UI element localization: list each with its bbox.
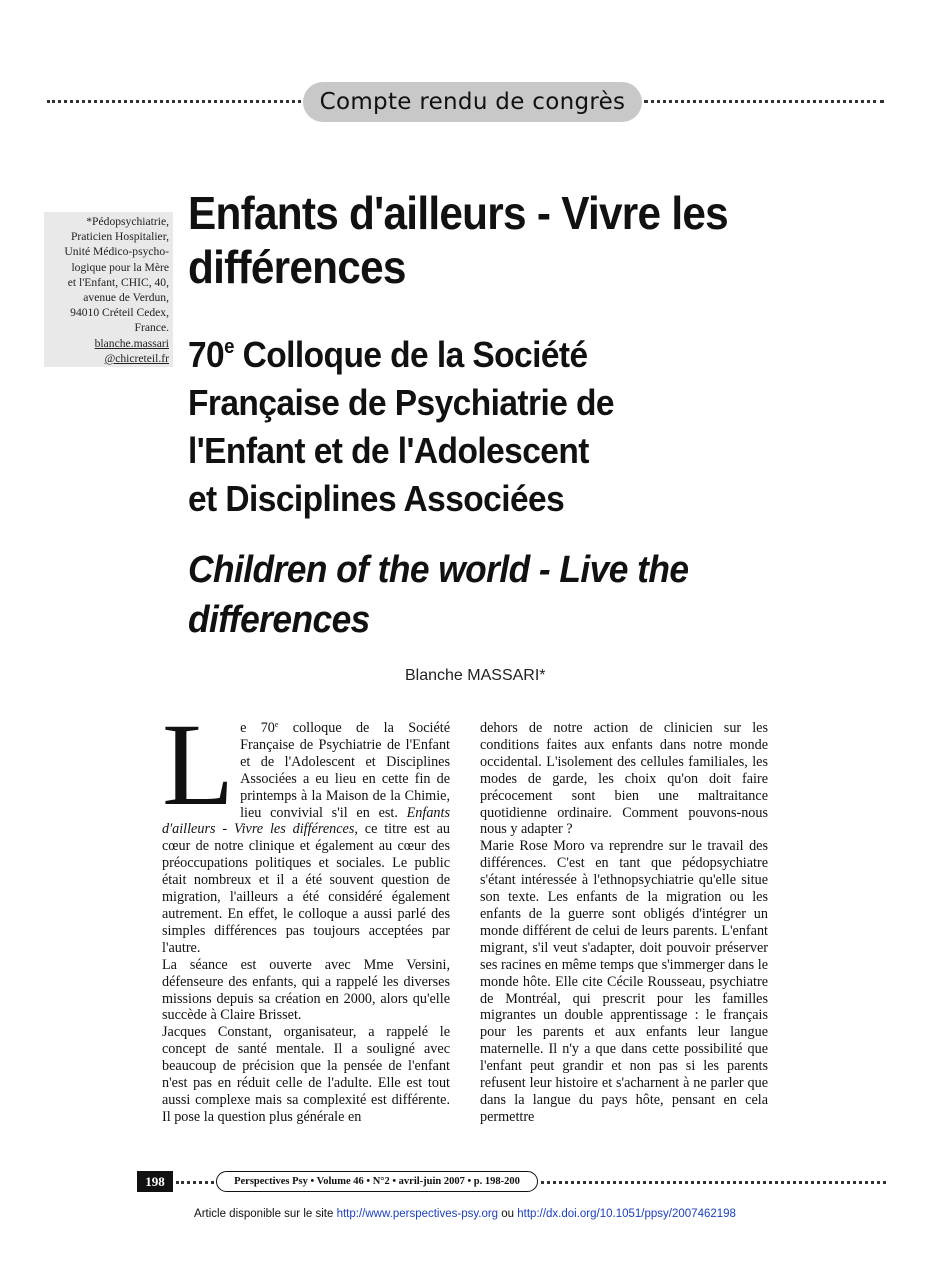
subtitle-line-1: Colloque de la Société: [233, 334, 588, 375]
paragraph-text: , ce titre est au cœur de notre clinique et également au cœur des préoccupations politiques et sociales. Le public était nombreux et il a été souvent question de migration, l'ailleurs a été considéré également autrement. En effet, le colloque a aussi parlé des simples différences pas toujours acceptées par l'autre.: [162, 821, 450, 956]
affiliation-line: avenue de Verdun,: [83, 291, 169, 305]
subtitle-line-4: et Disciplines Associées: [188, 478, 565, 519]
english-title: [188, 545, 783, 645]
header-dotted-rule-right: [644, 100, 884, 103]
email-part-2: @chicreteil.fr: [104, 351, 169, 365]
footer-dotted-rule-right: [541, 1181, 886, 1184]
affiliation-line: et l'Enfant, CHIC, 40,: [67, 275, 169, 289]
affiliation-line: Unité Médico-psycho-: [64, 245, 169, 259]
ordinal-sup: e: [274, 720, 279, 729]
or-text: ou: [498, 1208, 518, 1220]
english-title-line-2: differences: [188, 599, 370, 641]
footer-dotted-rule-left: [176, 1181, 214, 1184]
paragraph: [162, 699, 450, 957]
article-subtitle: [188, 331, 709, 523]
doi-link[interactable]: http://dx.doi.org/10.1051/ppsy/2007462198: [517, 1208, 736, 1220]
italic-title-ref: Enfants d'ailleurs - Vivre les différences: [162, 804, 450, 838]
email-part-1: blanche.massari: [94, 336, 169, 350]
section-label: [303, 82, 642, 122]
author-name: Blanche MASSARI*: [405, 667, 546, 684]
affiliation-line: 94010 Créteil Cedex,: [70, 306, 169, 320]
affiliation-line: logique pour la Mère: [71, 260, 169, 274]
header-dotted-rule-left: [47, 100, 301, 103]
article-title-line-2: différences: [188, 241, 406, 293]
site-link[interactable]: http://www.perspectives-psy.org: [336, 1208, 499, 1220]
paragraph-text: e 70: [240, 720, 275, 736]
article-title-line-1: Enfants d'ailleurs - Vivre les: [188, 187, 728, 239]
article-title: [188, 186, 758, 294]
body-column-left: [162, 699, 450, 1126]
affiliation-line: France.: [134, 321, 169, 335]
author-email-link[interactable]: [44, 336, 169, 366]
paragraph: La séance est ouverte avec Mme Versini, défenseure des enfants, qui a rappelé les diverses missions depuis sa création en 2000, alors qu'elle succède à Claire Brisset.: [162, 956, 450, 1024]
paragraph: Jacques Constant, organisateur, a rappelé le concept de santé mentale. Il a souligné avec beaucoup de précision que la pensée de l'enfant n'est pas en réduit celle de l'adulte. Elle est tout aussi complexe mais sa complexité est différente. Il pose la question plus générale en: [162, 1024, 450, 1125]
paragraph-text: colloque de la Société Française de Psychiatrie de l'Enfant et de l'Adolescent et Disciplines Associées a eu lieu en cette fin de printemps à la Maison de la Chimie, lieu convivial s'il en est.: [240, 720, 450, 821]
author-affiliation: [44, 212, 173, 367]
english-title-line-1: Children of the world - Live the: [188, 549, 689, 591]
body-column-right: [480, 720, 768, 1126]
journal-citation: Perspectives Psy • Volume 46 • N°2 • avril-juin 2007 • p. 198-200: [216, 1171, 538, 1192]
availability-prefix: Article disponible sur le site: [194, 1208, 337, 1220]
subtitle-ordinal: e: [224, 336, 234, 358]
affiliation-line: Praticien Hospitalier,: [70, 230, 169, 244]
subtitle-number: 70: [188, 334, 225, 375]
affiliation-line: *Pédopsychiatrie,: [86, 215, 169, 228]
paragraph: Marie Rose Moro va reprendre sur le travail des différences. C'est en tant que pédopsychiatre s'étant intéressée à l'ethnopsychiatrie qu'elle situe son texte. Les enfants de la migration ou les enfants de la guerre sont obligés d'intégrer un monde différent de celui de leurs parents. L'enfant migrant, s'il veut s'adapter, doit pouvoir préserver ses racines en même temps que s'immerger dans le monde hôte. Elle cite Cécile Rousseau, psychiatre de Montréal, qui prescrit pour les familles migrantes un double apprentissage : le français pour les parents et aux enfants leur langue maternelle. Il n'y a que dans cette possibilité que l'enfant peut grandir et non pas si les parents refusent leur histoire et s'acharnent à ne parler que dans la langue du pays hôte, pensant en cela permettre: [480, 838, 768, 1125]
subtitle-line-3: l'Enfant et de l'Adolescent: [188, 430, 589, 471]
drop-cap: L: [162, 699, 235, 830]
page-number: 198: [137, 1171, 173, 1192]
section-label-text: Compte rendu de congrès: [319, 89, 626, 115]
subtitle-line-2: Française de Psychiatrie de: [188, 382, 614, 423]
availability-note: [0, 1208, 930, 1220]
paragraph: dehors de notre action de clinicien sur les conditions faites aux enfants dans notre monde occidental. L'isolement des cellules familiales, les modes de garde, les choix qu'on doit faire précocement sont bien une maltraitance quotidienne ordinaire. Comment pouvons-nous nous y adapter ?: [480, 720, 768, 838]
